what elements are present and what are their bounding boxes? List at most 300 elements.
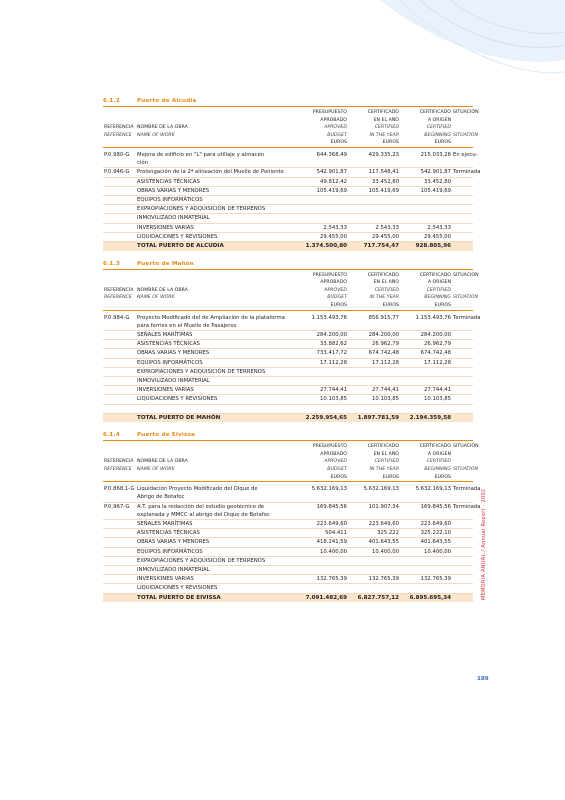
row-reference — [103, 358, 136, 367]
row-situation: Terminada — [452, 314, 473, 331]
row-certified-origin — [400, 565, 452, 574]
row-work-name — [136, 376, 294, 385]
header-name-of-work — [136, 443, 294, 451]
table-header-row — [103, 443, 473, 451]
header-name-of-work — [136, 272, 294, 280]
row-certified-origin — [400, 195, 452, 204]
table-row — [103, 584, 473, 593]
section-title-text: Puerto de Eivissa — [137, 432, 195, 439]
row-certified-year: 132.765,39 — [348, 575, 400, 584]
row-certified-year: 2.543,33 — [348, 223, 400, 232]
header-certified-origin: CERTIFICADO — [419, 110, 451, 115]
row-budget: 1.153.493,76 — [294, 314, 348, 331]
row-situation — [452, 358, 473, 367]
row-reference — [103, 330, 136, 339]
section-title-text: Puerto de Mahón — [137, 260, 194, 267]
header-situation — [452, 124, 473, 132]
row-work-name — [136, 538, 294, 547]
header-situation — [452, 139, 473, 147]
row-work-name-line1: Proyecto Modificado del de Ampliación de la plataforma — [137, 314, 285, 321]
row-certified-year: 117.548,41 — [348, 168, 400, 177]
row-budget — [294, 205, 348, 214]
spacer-cell — [400, 404, 452, 413]
header-certified-year: CERTIFIED — [374, 459, 399, 465]
table-row — [103, 214, 473, 223]
row-work-name — [136, 205, 294, 214]
row-certified-year — [348, 367, 400, 376]
header-name-of-work: NAME OF WORK — [137, 295, 175, 301]
row-situation: Terminada — [452, 485, 473, 502]
row-reference — [103, 565, 136, 574]
total-certified-origin: 2.194.359,58 — [400, 413, 452, 422]
header-certified-origin: A ORIGEN — [427, 451, 451, 457]
row-certified-year: 10.400,00 — [348, 547, 400, 556]
row-certified-origin: 10.103,85 — [400, 395, 452, 404]
row-certified-year — [348, 205, 400, 214]
row-budget: 17.112,28 — [294, 358, 348, 367]
total-budget: 7.091.482,69 — [294, 593, 348, 602]
header-reference — [103, 474, 136, 482]
header-budget: PRESUPUESTO — [312, 272, 347, 278]
table-row — [103, 186, 473, 195]
row-situation — [452, 547, 473, 556]
table-header-row — [103, 132, 473, 140]
header-situation — [452, 451, 473, 459]
section-6-1-3 — [103, 259, 481, 423]
row-work-name-line1: EQUIPOS INFORMÁTICOS — [137, 548, 203, 555]
header-name-of-work — [136, 474, 294, 482]
total-budget: 1.374.500,80 — [294, 242, 348, 251]
row-work-name-line2: para ferries en el Muelle de Pasajeros — [137, 322, 237, 329]
row-work-name — [136, 575, 294, 584]
row-certified-year: 674.742,48 — [348, 349, 400, 358]
table-header-row — [103, 109, 473, 117]
total-certified-year: 717.754,47 — [348, 242, 400, 251]
row-certified-year — [348, 376, 400, 385]
table-header-row — [103, 117, 473, 125]
row-reference — [103, 376, 136, 385]
row-work-name — [136, 186, 294, 195]
vertical-report-title: MEMORIA ANUAL / Annual Report · 2002 — [481, 488, 487, 600]
row-certified-origin: 29.455,00 — [400, 232, 452, 241]
table-header-row — [103, 466, 473, 474]
row-reference — [103, 395, 136, 404]
spacer-cell — [294, 404, 348, 413]
total-situation — [452, 593, 473, 602]
row-situation — [452, 584, 473, 593]
header-reference — [103, 109, 136, 117]
row-work-name — [136, 223, 294, 232]
header-certified-year: EUROS — [348, 302, 400, 310]
header-situation: SITUATION — [453, 466, 478, 472]
row-work-name — [136, 502, 294, 519]
header-reference — [103, 272, 136, 280]
row-reference — [103, 547, 136, 556]
row-work-name-line2: explanada y MMCC al abrigo del Dique de Botafoc — [137, 511, 270, 518]
table-row — [103, 232, 473, 241]
row-budget — [294, 367, 348, 376]
row-budget: 644.368,49 — [294, 151, 348, 168]
header-name-of-work: NOMBRE DE LA OBRA — [137, 287, 188, 293]
header-reference — [103, 302, 136, 310]
row-budget: 2.543,33 — [294, 223, 348, 232]
header-certified-year: IN THE YEAR — [369, 466, 399, 472]
header-name-of-work: NAME OF WORK — [137, 466, 175, 472]
row-work-name-line2: ción — [137, 160, 148, 167]
row-certified-origin: 401.643,55 — [400, 538, 452, 547]
header-certified-year: EUROS — [348, 139, 400, 147]
row-situation — [452, 232, 473, 241]
table-header-row — [103, 124, 473, 132]
table-row — [103, 386, 473, 395]
row-work-name — [136, 556, 294, 565]
row-certified-year: 10.103,85 — [348, 395, 400, 404]
row-certified-year: 27.744,41 — [348, 386, 400, 395]
row-certified-origin: 542.901,87 — [400, 168, 452, 177]
row-budget: 10.400,00 — [294, 547, 348, 556]
row-budget: 223.649,60 — [294, 519, 348, 528]
row-situation: Terminada — [453, 169, 481, 176]
spacer-cell — [136, 404, 294, 413]
row-certified-year: 223.649,60 — [348, 519, 400, 528]
total-certified-origin: 928.805,96 — [400, 242, 452, 251]
row-reference — [103, 519, 136, 528]
row-certified-origin: 5.632.169,13 — [400, 485, 452, 502]
row-work-name-line1: INMOVILIZADO INMATERIAL — [137, 377, 210, 384]
row-situation: Terminada — [452, 502, 473, 519]
header-situation — [452, 287, 473, 295]
row-work-name — [136, 340, 294, 349]
row-work-name — [136, 565, 294, 574]
row-work-name-line1: OBRAS VARIAS Y MENORES — [137, 350, 210, 357]
header-budget: BUDGET — [327, 295, 347, 301]
row-work-name-line1: INMOVILIZADO INMATERIAL — [137, 215, 210, 222]
row-work-name — [136, 177, 294, 186]
row-work-name — [136, 547, 294, 556]
table-header-row — [103, 279, 473, 287]
row-reference — [103, 575, 136, 584]
header-certified-origin: CERTIFIED — [426, 287, 451, 293]
header-name-of-work: NOMBRE DE LA OBRA — [137, 459, 188, 465]
row-reference: P.0.967-G — [103, 502, 136, 519]
header-certified-year: EN EL AÑO — [373, 280, 399, 286]
header-reference — [103, 117, 136, 125]
table-header-row — [103, 458, 473, 466]
row-work-name — [136, 358, 294, 367]
row-reference: P.0.946-G — [103, 168, 136, 177]
row-certified-year: 105.419,69 — [348, 186, 400, 195]
table-row — [103, 565, 473, 574]
header-reference — [103, 279, 136, 287]
row-budget: 27.744,41 — [294, 386, 348, 395]
row-reference — [103, 205, 136, 214]
row-certified-origin: 105.419,69 — [400, 186, 452, 195]
table-row — [103, 151, 473, 168]
row-work-name — [136, 519, 294, 528]
page-number: 189 — [477, 676, 489, 682]
header-certified-origin: EUROS — [400, 474, 452, 482]
row-situation — [452, 349, 473, 358]
total-budget: 2.259.954,65 — [294, 413, 348, 422]
row-work-name-line1: INMOVILIZADO INMATERIAL — [137, 566, 210, 573]
header-budget: APROBADO — [320, 451, 347, 457]
row-work-name-line1: INVERSIONES VARIAS — [137, 387, 194, 394]
table-row — [103, 529, 473, 538]
table-row — [103, 502, 473, 519]
row-certified-year: 5.632.169,13 — [348, 485, 400, 502]
header-reference: REFERENCIA — [104, 287, 134, 293]
row-work-name — [136, 529, 294, 538]
row-reference: P.0.980-G — [103, 151, 136, 168]
total-certified-year: 6.827.757,12 — [348, 593, 400, 602]
row-budget — [294, 376, 348, 385]
row-certified-year: 17.112,28 — [348, 358, 400, 367]
header-name-of-work: NAME OF WORK — [137, 132, 175, 138]
row-certified-origin: 27.744,41 — [400, 386, 452, 395]
table-row — [103, 367, 473, 376]
header-certified-origin: CERTIFIED — [426, 459, 451, 465]
row-reference: P.0.868.1-G — [103, 485, 136, 502]
section-title-text: Puerto de Alcudia — [137, 98, 197, 104]
header-certified-origin: CERTIFICADO — [419, 444, 451, 450]
row-reference — [103, 232, 136, 241]
row-situation — [452, 195, 473, 204]
row-certified-origin: 325.222,10 — [400, 529, 452, 538]
header-certified-origin: CERTIFICADO — [419, 272, 451, 278]
table-row — [103, 556, 473, 565]
row-work-name-line1: ASISTENCIAS TÉCNICAS — [137, 530, 200, 537]
section-6-1-2 — [103, 96, 481, 251]
table-header-row — [103, 302, 473, 310]
row-certified-origin: 2.543,33 — [400, 223, 452, 232]
header-certified-origin: BEGINNING — [424, 132, 451, 138]
total-row — [103, 242, 473, 251]
header-certified-year: CERTIFICADO — [367, 110, 399, 115]
row-work-name — [136, 349, 294, 358]
row-budget — [294, 556, 348, 565]
total-situation — [452, 242, 473, 251]
row-certified-year: 401.643,55 — [348, 538, 400, 547]
total-label: TOTAL PUERTO DE MAHÓN — [136, 413, 294, 422]
row-reference — [103, 186, 136, 195]
row-work-name-line1: INVERSIONES VARIAS — [137, 576, 194, 583]
section-number: 6.1.4 — [103, 432, 120, 439]
section-number: 6.1.3 — [103, 260, 120, 267]
row-reference — [103, 177, 136, 186]
spacer-cell — [103, 404, 136, 413]
total-row — [103, 593, 473, 602]
row-budget: 169.845,56 — [294, 502, 348, 519]
header-budget: BUDGET — [327, 132, 347, 138]
row-work-name-line1: Liquidación Proyecto Modificado del Dique de — [137, 486, 258, 493]
row-certified-origin — [400, 376, 452, 385]
row-work-name-line2: Abrigo de Botafoc — [137, 494, 185, 501]
table-header-row — [103, 272, 473, 280]
total-label: TOTAL PUERTO DE EIVISSA — [136, 593, 294, 602]
header-situation: SITUACIÓN — [453, 272, 479, 278]
header-reference — [103, 443, 136, 451]
row-reference — [103, 386, 136, 395]
table-row — [103, 485, 473, 502]
row-budget — [294, 195, 348, 204]
table-header-row — [103, 451, 473, 459]
section-title — [103, 259, 473, 269]
header-budget: PRESUPUESTO — [312, 444, 347, 450]
row-situation — [452, 340, 473, 349]
row-budget: 5.632.169,13 — [294, 485, 348, 502]
total-certified-origin: 6.895.695,34 — [400, 593, 452, 602]
table-row — [103, 538, 473, 547]
row-reference — [103, 538, 136, 547]
row-reference — [103, 349, 136, 358]
row-work-name — [136, 214, 294, 223]
row-situation — [452, 223, 473, 232]
row-situation — [452, 367, 473, 376]
header-certified-year: EUROS — [348, 474, 400, 482]
header-budget: APROBADO — [320, 280, 347, 286]
header-certified-origin: BEGINNING — [424, 466, 451, 472]
row-situation — [452, 177, 473, 186]
header-name-of-work — [136, 117, 294, 125]
report-page — [103, 96, 481, 610]
row-budget: 29.455,00 — [294, 232, 348, 241]
header-name-of-work — [136, 109, 294, 117]
row-reference — [103, 340, 136, 349]
row-work-name-line1: OBRAS VARIAS Y MENORES — [137, 539, 210, 546]
row-certified-origin: 284.200,00 — [400, 330, 452, 339]
header-certified-origin: CERTIFIED — [426, 125, 451, 131]
header-situation — [452, 117, 473, 125]
table-row — [103, 340, 473, 349]
row-certified-year: 26.962,79 — [348, 340, 400, 349]
row-work-name — [136, 584, 294, 593]
row-certified-origin: 674.742,48 — [400, 349, 452, 358]
row-certified-origin: 17.112,28 — [400, 358, 452, 367]
header-name-of-work — [136, 279, 294, 287]
row-budget: 418.241,59 — [294, 538, 348, 547]
row-budget: 542.901,87 — [294, 168, 348, 177]
row-work-name-line1: EXPROPIACIONES Y ADQUISICIÓN DE TERRENOS — [137, 206, 266, 213]
row-reference — [103, 584, 136, 593]
row-budget: 132.765,39 — [294, 575, 348, 584]
header-reference: REFERENCE — [104, 466, 132, 472]
row-reference — [103, 556, 136, 565]
row-situation — [452, 386, 473, 395]
works-table — [103, 269, 481, 423]
header-situation — [452, 474, 473, 482]
total-situation — [452, 413, 473, 422]
header-certified-year: EN EL AÑO — [373, 451, 399, 457]
section-title — [103, 96, 473, 106]
header-name-of-work: NOMBRE DE LA OBRA — [137, 125, 188, 131]
row-situation — [452, 205, 473, 214]
spacer-cell — [348, 404, 400, 413]
row-budget: 33.882,62 — [294, 340, 348, 349]
total-reference — [103, 242, 136, 251]
header-reference — [103, 451, 136, 459]
table-row — [103, 223, 473, 232]
row-budget: 10.103,85 — [294, 395, 348, 404]
row-certified-year: 33.452,80 — [348, 177, 400, 186]
section-6-1-4 — [103, 430, 481, 602]
table-row — [103, 547, 473, 556]
row-certified-origin: 169.845,56 — [400, 502, 452, 519]
header-situation — [452, 458, 473, 466]
row-certified-year — [348, 584, 400, 593]
row-certified-year: 429.335,23 — [348, 151, 400, 168]
row-work-name-line1: EQUIPOS INFORMÁTICOS — [137, 196, 203, 203]
header-reference: REFERENCE — [104, 132, 132, 138]
row-certified-year — [348, 214, 400, 223]
works-table — [103, 440, 481, 602]
header-budget: APROBADO — [320, 117, 347, 123]
header-budget: APROVED — [324, 287, 347, 293]
header-budget: EUROS — [294, 139, 348, 147]
row-work-name — [136, 395, 294, 404]
table-row — [103, 177, 473, 186]
row-situation — [452, 565, 473, 574]
header-situation: SITUATION — [453, 132, 478, 138]
row-certified-year: 325.222 — [348, 529, 400, 538]
row-work-name-line1: Prolongación de la 2ª alineación del Muelle de Poniente — [137, 169, 284, 176]
table-row — [103, 195, 473, 204]
total-label: TOTAL PUERTO DE ALCUDIA — [136, 242, 294, 251]
header-certified-origin: A ORIGEN — [427, 280, 451, 286]
row-certified-origin: 223.649,60 — [400, 519, 452, 528]
table-row — [103, 575, 473, 584]
row-certified-origin: 1.153.493,76 — [400, 314, 452, 331]
row-certified-origin — [400, 205, 452, 214]
table-row — [103, 358, 473, 367]
row-certified-year: 284.200,00 — [348, 330, 400, 339]
row-budget — [294, 565, 348, 574]
row-situation — [452, 376, 473, 385]
row-certified-origin: 33.452,80 — [400, 177, 452, 186]
row-certified-year: 101.907,34 — [348, 502, 400, 519]
table-row — [103, 314, 473, 331]
header-reference: REFERENCIA — [104, 459, 134, 465]
table-row — [103, 349, 473, 358]
row-work-name — [136, 151, 294, 168]
header-situation: SITUATION — [453, 295, 478, 301]
header-situation: SITUACIÓN — [453, 110, 479, 115]
row-situation — [452, 186, 473, 195]
row-situation — [452, 556, 473, 565]
header-reference: REFERENCE — [104, 295, 132, 301]
row-work-name-line1: ASISTENCIAS TÉCNICAS — [137, 178, 200, 185]
row-situation — [452, 575, 473, 584]
header-situation: SITUACIÓN — [453, 444, 479, 450]
total-reference — [103, 413, 136, 422]
header-wave-decoration — [0, 0, 565, 92]
row-work-name-line1: INVERSIONES VARIAS — [137, 224, 194, 231]
header-certified-year: EN EL AÑO — [373, 117, 399, 123]
section-title — [103, 430, 473, 440]
header-reference — [103, 139, 136, 147]
table-row — [103, 205, 473, 214]
table-row — [103, 330, 473, 339]
row-work-name — [136, 386, 294, 395]
row-work-name — [136, 330, 294, 339]
header-budget: EUROS — [294, 474, 348, 482]
section-number: 6.1.2 — [103, 98, 120, 104]
row-work-name-line1: EXPROPIACIONES Y ADQUISICIÓN DE TERRENOS — [137, 368, 266, 375]
header-certified-origin: BEGINNING — [424, 295, 451, 301]
row-work-name-line1: ASISTENCIAS TÉCNICAS — [137, 341, 200, 348]
row-work-name-line1: SEÑALES MARÍTIMAS — [137, 331, 193, 338]
header-reference: REFERENCIA — [104, 125, 134, 131]
header-certified-year: CERTIFICADO — [367, 272, 399, 278]
